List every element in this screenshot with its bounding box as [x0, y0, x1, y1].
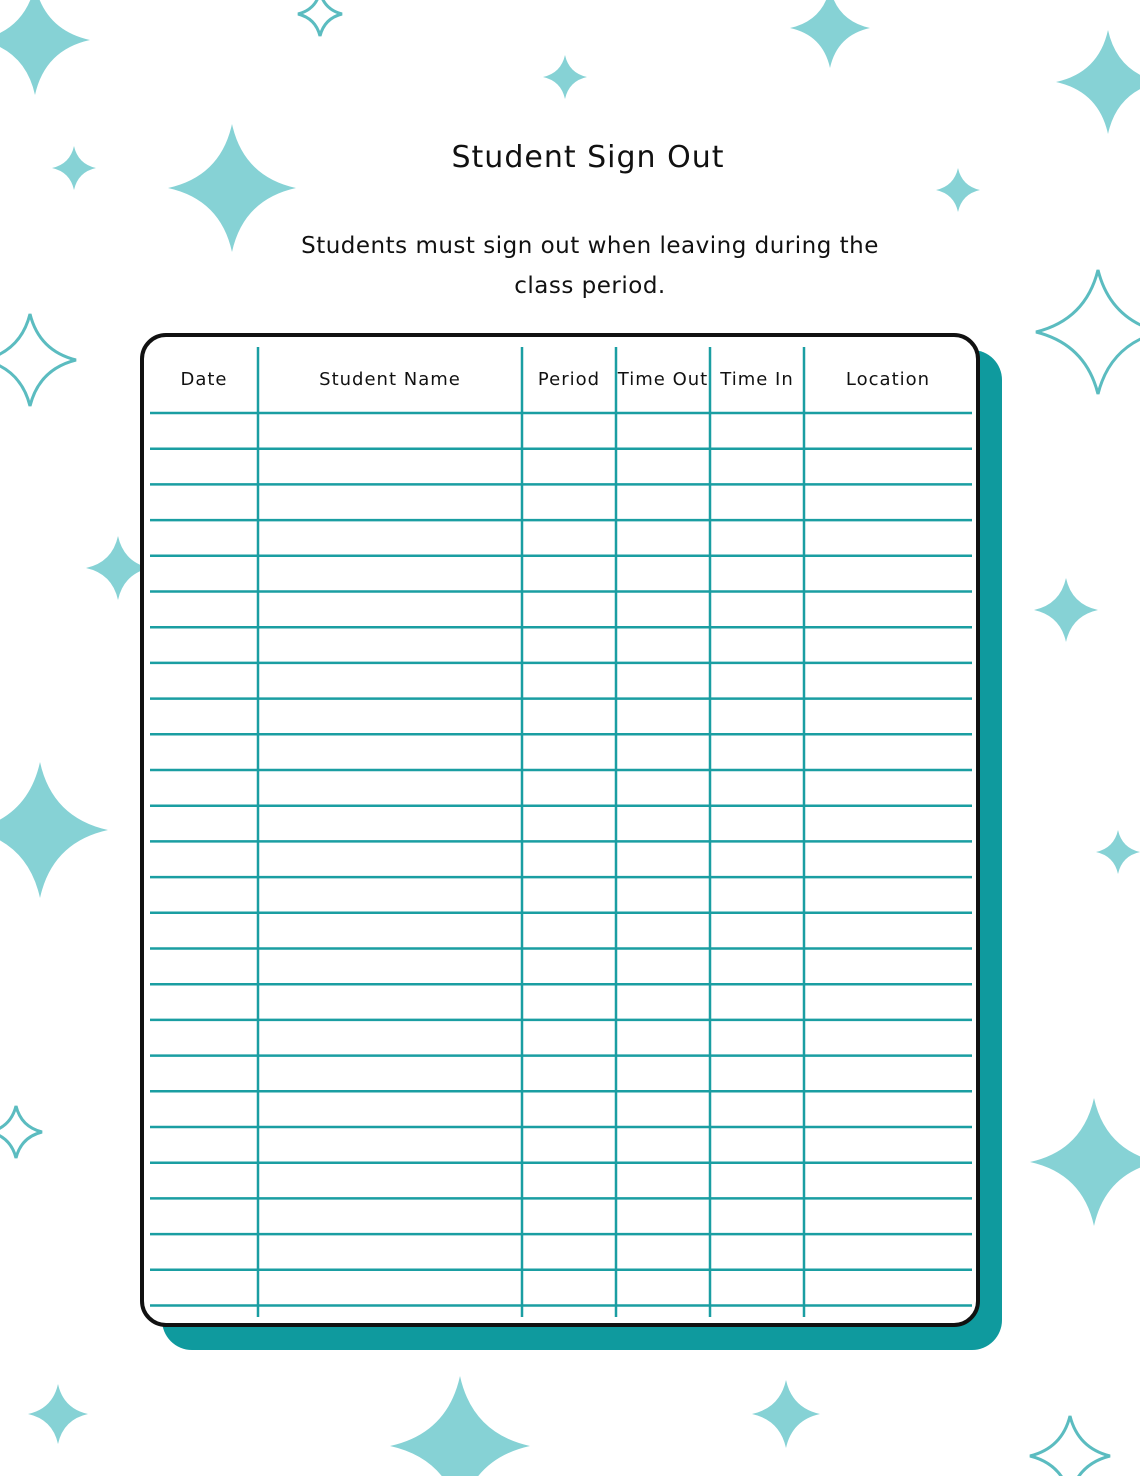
column-header-date: Date	[180, 369, 228, 390]
four-point-star-icon	[752, 1380, 820, 1448]
four-point-star-icon	[390, 1376, 530, 1476]
column-header-time-out: Time Out	[617, 369, 709, 390]
page-title: Student Sign Out	[451, 140, 725, 175]
four-point-star-outline-icon	[0, 1106, 42, 1158]
four-point-star-icon	[1034, 578, 1098, 642]
table-grid	[144, 337, 976, 1323]
four-point-star-outline-icon	[0, 314, 76, 406]
column-header-time-in: Time In	[720, 369, 794, 390]
four-point-star-icon	[1096, 830, 1140, 874]
four-point-star-icon	[0, 0, 90, 95]
page-subtitle: Students must sign out when leaving during the class period.	[301, 233, 879, 299]
four-point-star-icon	[543, 55, 587, 99]
sign-out-table	[140, 333, 980, 1327]
four-point-star-icon	[0, 762, 108, 898]
four-point-star-icon	[1056, 30, 1140, 134]
column-header-location: Location	[845, 369, 931, 390]
four-point-star-outline-icon	[1030, 1416, 1110, 1476]
four-point-star-outline-icon	[1036, 270, 1140, 394]
column-header-student-name: Student Name	[319, 369, 461, 390]
four-point-star-icon	[28, 1384, 88, 1444]
four-point-star-icon	[1030, 1098, 1140, 1226]
column-header-period: Period	[537, 369, 601, 390]
four-point-star-outline-icon	[298, 0, 342, 36]
four-point-star-icon	[790, 0, 870, 68]
